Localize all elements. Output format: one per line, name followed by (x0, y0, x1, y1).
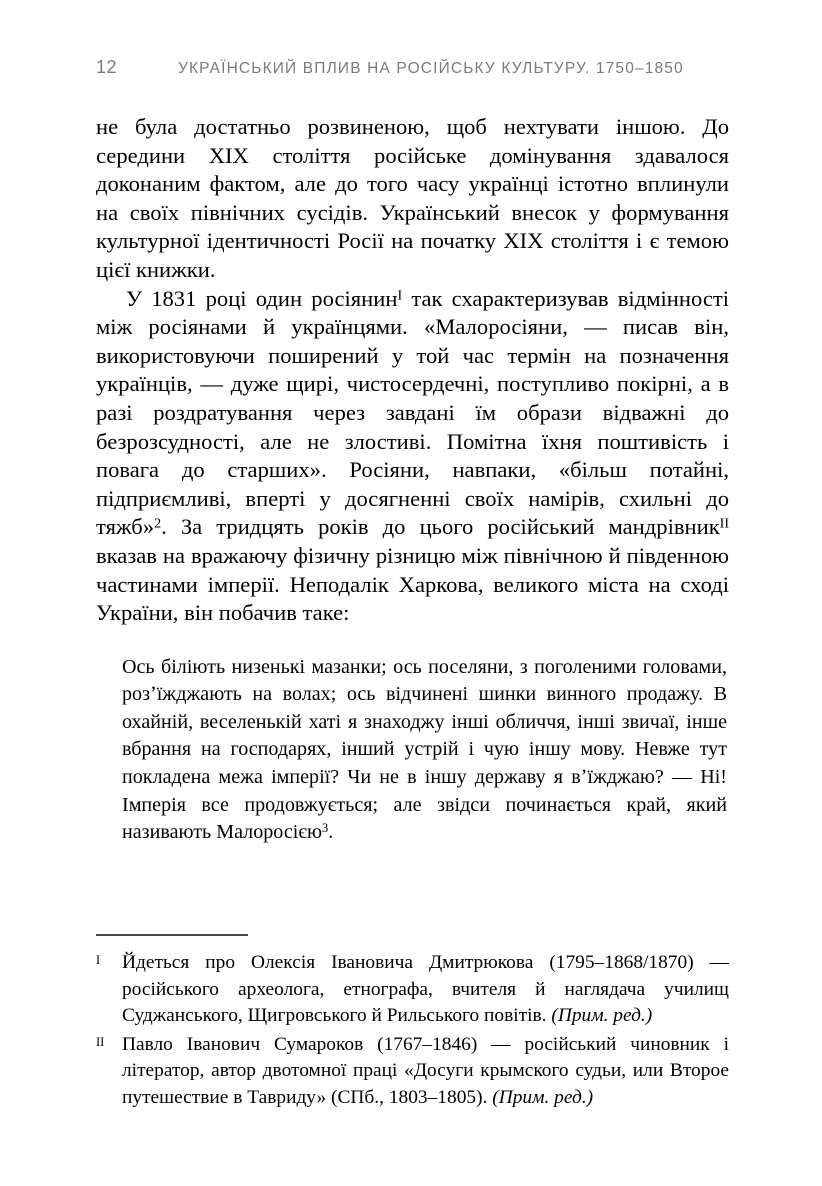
footnote-marker: II (96, 1034, 105, 1049)
paragraph-second-segment-2: так схарактеризував відмінності між росіянами й українцями. «Малоросіяни, — писав він, використовуючи поширений у той час термін на позначення українців, — дуже щирі, чистосердечні, поступливо покірні, а в разі роздратування через завдані їм образи відважні до безрозсудності, але не злостиві. Помітна їхня поштивість і повага до старших». Росіяни, навпаки, «більш потайні, підприємливі, вперті у досягненні своїх намірів, схильні до тяжб» (96, 285, 729, 540)
footnote-ref-3[interactable]: 3 (322, 821, 329, 836)
page-number: 12 (96, 57, 118, 77)
footnote-item (96, 950, 729, 1030)
footnote-ref-roman-2[interactable]: II (719, 516, 729, 532)
footnote-ref-roman-1[interactable]: I (397, 287, 403, 303)
footnote-ref-2[interactable]: 2 (154, 516, 162, 532)
body-text-block (96, 113, 729, 847)
footnote-editor-note: (Прим. ред.) (551, 1005, 653, 1027)
paragraph-second-segment-1: У 1831 році один росіянин (126, 285, 398, 311)
paragraph-continuation: не була достатньо розвиненою, щоб нехтувати іншою. До середини XIX століття російське домінування здавалося доконаним фактом, але до того часу українці істотно вплинули на своїх північних сусідів. Український внесок у формування культурної ідентичності Росії на початку XIX століття і є темою цієї книжки. (96, 114, 729, 282)
footnote-area (96, 934, 729, 1114)
footnote-editor-note: (Прим. ред.) (492, 1086, 594, 1108)
footnote-text: Йдеться про Олексія Івановича Дмитрюкова (1795–1868/1870) — російського археолога, етнографа, вчителя й наглядача училищ Суджанського, Щигровського й Рильського повітів. (122, 952, 729, 1027)
footnote-text: Павло Іванович Сумароков (1767–1846) — російський чиновник і літератор, автор двотомної праці «Досуги крымского судьи, или Второе путешествие в Тавриду» (СПб., 1803–1805). (122, 1033, 729, 1108)
footnote-separator-rule (96, 934, 248, 936)
running-head-title: УКРАЇНСЬКИЙ ВПЛИВ НА РОСІЙСЬКУ КУЛЬТУРУ. 1750–1850 (178, 60, 684, 77)
footnote-marker: I (96, 953, 101, 967)
paragraph-second-segment-3: . За тридцять років до цього російський мандрівник (161, 514, 720, 540)
paragraph-second (96, 285, 729, 628)
paragraph-second-segment-4: вказав на вражаючу фізичну різницю між північною й південною частинами імперії. Неподалік Харкова, великого міста на сході України, він побачив таке: (96, 542, 729, 626)
block-quote-segment-1: Ось біліють низенькі мазанки; ось поселяни, з поголеними головами, розʼїжджають на волах; ось відчинені шинки винного продажу. В охайній, веселенькій хаті я знаходжу інші обличчя, інші звичаї, інше вбрання на господарях, інший устрій і чую іншу мову. Невже тут покладена межа імперії? Чи не в іншу державу я вʼїжджаю? — Ні! Імперія все продовжується; але звідси починається край, який називають Малоросією (122, 655, 727, 844)
block-quote (96, 654, 729, 847)
footnote-item (96, 1032, 729, 1112)
block-quote-text (122, 654, 727, 847)
running-head (96, 57, 728, 78)
block-quote-segment-2: . (328, 821, 334, 844)
